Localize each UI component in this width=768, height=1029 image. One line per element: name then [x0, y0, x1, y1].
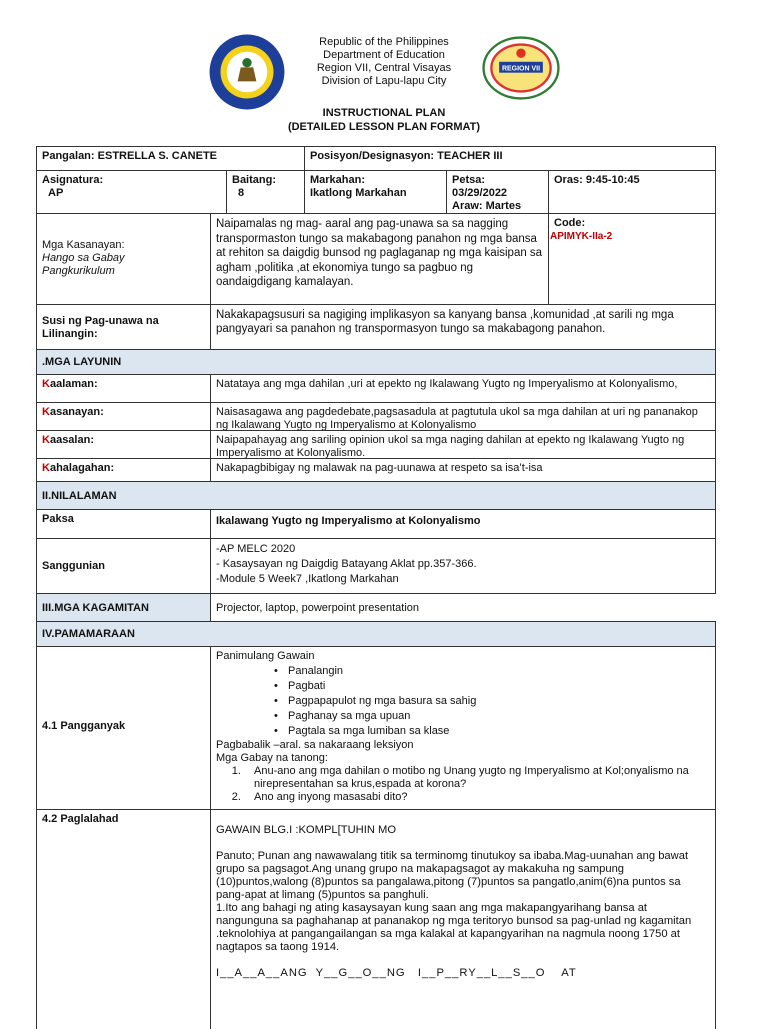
- objective-label: [37, 431, 211, 458]
- topic-label: Paksa: [37, 510, 211, 538]
- quarter-label: Markahan:: [310, 174, 366, 186]
- letterhead-line-1: Republic of the Philippines: [319, 36, 449, 48]
- grade-value: 8: [238, 187, 245, 199]
- presentation-label: 4.2 Paglalahad: [37, 810, 211, 1029]
- competency-sub2: Pangkurikulum: [42, 265, 115, 277]
- list-item: • Pagtala sa mga lumiban sa klase: [216, 724, 712, 739]
- motivation-row: [36, 646, 716, 810]
- name-label: Pangalan:: [42, 150, 95, 162]
- competency-sub1: Hango sa Gabay: [42, 252, 125, 264]
- letterhead-line-4: Division of Lapu-lapu City: [321, 75, 447, 87]
- title-line-1: INSTRUCTIONAL PLAN: [322, 107, 446, 119]
- objective-row: [36, 402, 716, 431]
- activity-instructions: Panuto; Punan ang nawawalang titik sa terminomg tinutukoy sa ibaba.Mag-uunahan ang bawat grupo sa pagsagot.Ang unang grupo na makapagsagot ay makakuha ng sampung (10)puntos,walong (8)puntos sa pangalawa,pitong (7)puntos sa pangatlo,anim(6)na puntos sa pang-apat at limang (5)puntos sa panghuli.: [216, 850, 689, 901]
- time-label: Oras:: [554, 174, 583, 186]
- teacher-row: [36, 146, 716, 171]
- procedure-heading-row: [36, 621, 716, 647]
- class-info-row: [36, 170, 716, 214]
- activity-item-1: 1.Ito ang bahagi ng ating kasaysayan kung saan ang mga makapangyarihang bansa at nangunguna sa paghahanap at pananakop ng mga teritoryo bunsod sa pag-unlad ng kagamitan .teknolohiya at pangangailangan sa mga kalakal at kapangyarihan na nagmula noong 1750 at nagtapos sa taong 1914.: [216, 902, 692, 953]
- objective-label-rest: ahalagahan:: [49, 462, 115, 474]
- list-item: • Pagpapapulot ng mga basura sa sahig: [216, 694, 712, 709]
- letterhead-line-2: Department of Education: [323, 49, 445, 61]
- svg-text:REGION VII: REGION VII: [501, 65, 541, 73]
- objective-text: Naipapahayag ang sariling opinion ukol sa mga naging dahilan at epekto ng Ikalawang Yugto ng Imperyalismo at Kolonyalismo.: [216, 434, 685, 459]
- objective-text: Natataya ang mga dahilan ,uri at epekto ng Ikalawang Yugto ng Imperyalismo at Kolonyalismo,: [216, 378, 678, 390]
- title-line-2: (DETAILED LESSON PLAN FORMAT): [287, 121, 481, 133]
- objective-row: [36, 430, 716, 459]
- subject-label: Asignatura:: [42, 174, 104, 186]
- competency-row: [36, 213, 716, 305]
- objectives-heading: .MGA LAYUNIN: [42, 356, 122, 368]
- references-row: [36, 538, 716, 594]
- understanding-text: Nakakapagsusuri sa nagiging implikasyon sa kanyang bansa ,komunidad ,at sarili ng mga pangyayari sa panahon ng transpormasyon tungo sa makabagong panahon.: [216, 309, 674, 335]
- objectives-heading-row: [36, 349, 716, 375]
- grade-cell: [227, 171, 305, 213]
- letterhead-line-3: Region VII, Central Visayas: [316, 62, 452, 74]
- competency-code: APIMYK-IIa-2: [550, 231, 613, 242]
- date-label: Petsa:: [452, 174, 486, 186]
- position-label: Posisyon/Designasyon:: [310, 150, 435, 162]
- date-value: 03/29/2022: [452, 187, 508, 199]
- topic-text: Ikalawang Yugto ng Imperyalismo at Kolonyalismo: [216, 515, 481, 527]
- time-cell: [549, 171, 717, 213]
- code-cell: [549, 214, 717, 304]
- teacher-position: TEACHER III: [437, 150, 503, 162]
- materials-row: [36, 593, 716, 622]
- opening-list: [216, 664, 712, 739]
- question-item: 2. Ano ang inyong masasabi dito?: [244, 791, 712, 804]
- subject-cell: [37, 171, 227, 213]
- objective-label-rest: aasalan:: [49, 434, 94, 446]
- objective-label: [37, 459, 211, 481]
- subject-value: AP: [48, 187, 64, 199]
- fill-in-blanks: I__A__A__ANG Y__G__O__NG I__P__RY__L__S__O AT: [216, 967, 577, 979]
- time-value: 9:45-10:45: [585, 174, 640, 186]
- content-heading: II.NILALAMAN: [42, 490, 117, 502]
- letterhead: [0, 36, 768, 88]
- objective-text: Naisasagawa ang pagdedebate,pagsasadula at pagtutula ukol sa mga dahilan at uri ng pananakop ng Ikalawang Yugto ng Imperyalismo at Kolonyalismo: [216, 406, 698, 431]
- guide-questions: [216, 765, 712, 804]
- objective-initial: K: [42, 378, 50, 390]
- position-cell: [305, 147, 717, 170]
- understanding-label: Susi ng Pag-unawa na Lilinangin:: [37, 305, 211, 349]
- objective-label: [37, 403, 211, 430]
- objective-label-rest: asanayan:: [49, 406, 104, 418]
- activity-title: GAWAIN BLG.I :KOMPL[TUHIN MO: [216, 824, 397, 836]
- references-list: [211, 539, 717, 593]
- grade-label: Baitang:: [232, 174, 276, 186]
- competency-label: Mga Kasanayan:: [42, 239, 125, 251]
- procedure-heading: IV.PAMAMARAAN: [42, 628, 135, 640]
- name-cell: [37, 147, 305, 170]
- topic-row: [36, 509, 716, 539]
- materials-heading: III.MGA KAGAMITAN: [37, 594, 211, 621]
- competency-label-cell: [37, 214, 211, 304]
- list-item: • Paghanay sa mga upuan: [216, 709, 712, 724]
- reference-item: -Module 5 Week7 ,Ikatlong Markahan: [216, 573, 399, 585]
- date-cell: [447, 171, 549, 213]
- question-item: 1. Anu-ano ang mga dahilan o motibo ng Unang yugto ng Imperyalismo at Kol;onyalismo na nirepresentahan sa krus,espada at korona?: [244, 765, 712, 791]
- references-label: Sanggunian: [37, 539, 211, 593]
- presentation-row: [36, 809, 716, 1029]
- reference-item: -AP MELC 2020: [216, 543, 296, 555]
- opening-activity: Panimulang Gawain: [216, 650, 315, 662]
- code-label: Code:: [554, 217, 586, 229]
- reference-item: - Kasaysayan ng Daigdig Batayang Aklat pp.357-366.: [216, 558, 477, 570]
- content-heading-row: [36, 481, 716, 510]
- document-title: [0, 106, 768, 134]
- motivation-label: 4.1 Pangganyak: [37, 647, 211, 809]
- objective-row: [36, 458, 716, 482]
- competency-text: Naipamalas ng mag- aaral ang pag-unawa sa sa nagging transpormaston tungo sa makabagong panahon ng mga bansa at rehiton sa daigdig bunsod ng paglaganap ng mga kaisipan sa agham ,politika ,at ekonomiya tungo sa pagbuo ng oandaigdigang kamalayan.: [211, 214, 549, 304]
- motivation-content: [211, 647, 717, 809]
- quarter-value: Ikatlong Markahan: [310, 187, 407, 199]
- objective-initial: K: [42, 462, 50, 474]
- objective-row: [36, 374, 716, 403]
- review-line: Pagbabalik –aral. sa nakaraang leksiyon: [216, 739, 414, 751]
- materials-text: Projector, laptop, powerpoint presentation: [211, 594, 717, 621]
- list-item: • Pagbati: [216, 679, 712, 694]
- objective-label: [37, 375, 211, 402]
- objective-text: Nakapagbibigay ng malawak na pag-uunawa at respeto sa isa’t-isa: [216, 462, 543, 474]
- presentation-content: [211, 810, 717, 1029]
- teacher-name: ESTRELLA S. CANETE: [97, 150, 218, 162]
- objective-label-rest: aalaman:: [49, 378, 98, 390]
- objective-initial: K: [42, 406, 50, 418]
- quarter-cell: [305, 171, 447, 213]
- list-item: • Panalangin: [216, 664, 712, 679]
- understanding-row: [36, 304, 716, 350]
- guide-questions-label: Mga Gabay na tanong:: [216, 752, 328, 764]
- day-value: Araw: Martes: [452, 200, 522, 212]
- objective-initial: K: [42, 434, 50, 446]
